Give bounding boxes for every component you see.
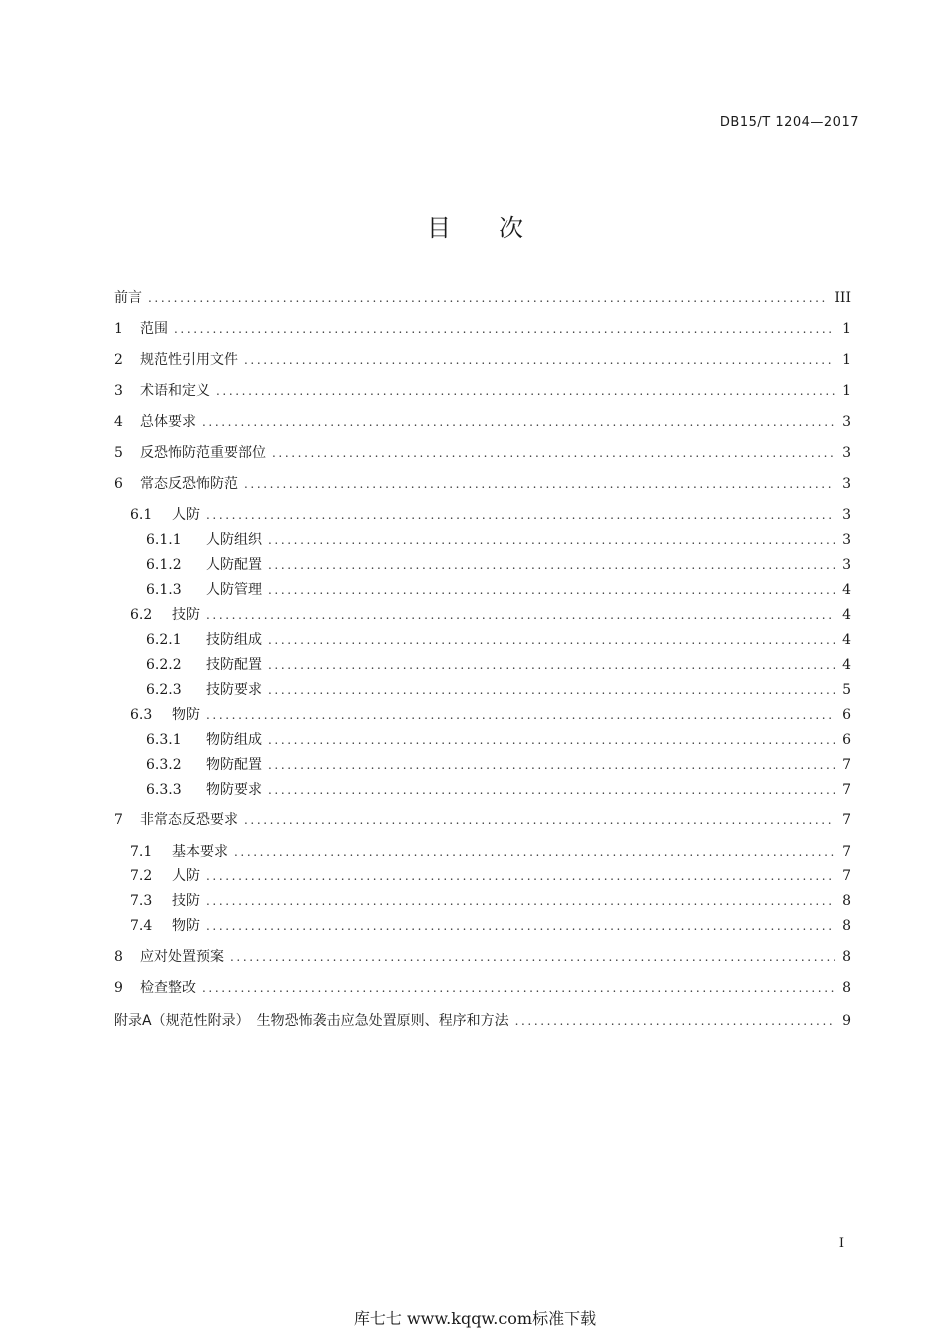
toc-entry-page: 9 bbox=[842, 1013, 851, 1029]
document-code: DB15/T 1204—2017 bbox=[719, 115, 859, 130]
toc-entry-number: 6 bbox=[114, 476, 123, 492]
toc-leader-dots bbox=[268, 680, 835, 700]
toc-entry-9[interactable] bbox=[114, 978, 851, 998]
toc-entry-number: 5 bbox=[114, 445, 123, 461]
toc-entry-number: 2 bbox=[114, 352, 123, 368]
toc-entry-6-3-3[interactable] bbox=[114, 780, 851, 800]
toc-entry-6-3-1[interactable] bbox=[114, 730, 851, 750]
toc-entry-6-2[interactable] bbox=[114, 605, 851, 625]
toc-entry-label: 物防要求 bbox=[206, 782, 262, 798]
toc-leader-dots bbox=[515, 1011, 835, 1031]
toc-entry-number: 6.3.1 bbox=[146, 732, 182, 748]
toc-entry-6-2-1[interactable] bbox=[114, 630, 851, 650]
toc-entry-page: 3 bbox=[842, 414, 851, 430]
toc-leader-dots bbox=[244, 474, 835, 494]
toc-entry-2[interactable] bbox=[114, 350, 851, 370]
toc-entry-label: 技防配置 bbox=[206, 657, 262, 673]
toc-leader-dots bbox=[216, 381, 835, 401]
toc-entry-number: 7.3 bbox=[130, 893, 153, 909]
toc-entry-label: 技防 bbox=[172, 893, 200, 909]
toc-entry-number: 6.1.1 bbox=[146, 532, 182, 548]
toc-leader-dots bbox=[268, 580, 835, 600]
toc-list bbox=[114, 0, 851, 1100]
toc-leader-dots bbox=[268, 555, 835, 575]
toc-leader-dots bbox=[244, 350, 835, 370]
toc-entry-number: 7.2 bbox=[130, 868, 153, 884]
toc-entry-5[interactable] bbox=[114, 443, 851, 463]
toc-entry-foreword[interactable] bbox=[114, 288, 851, 308]
toc-title-char-1: 目 bbox=[427, 214, 451, 242]
toc-entry-7[interactable] bbox=[114, 810, 851, 830]
toc-entry-number: 7.4 bbox=[130, 918, 153, 934]
toc-leader-dots bbox=[206, 505, 835, 525]
toc-entry-label: 总体要求 bbox=[140, 414, 196, 430]
toc-entry-label: 常态反恐怖防范 bbox=[140, 476, 238, 492]
toc-entry-page: 1 bbox=[842, 352, 851, 368]
toc-entry-6[interactable] bbox=[114, 474, 851, 494]
toc-entry-page: 3 bbox=[842, 532, 851, 548]
toc-entry-7-4[interactable] bbox=[114, 916, 851, 936]
toc-entry-page: 4 bbox=[842, 632, 851, 648]
page-number: I bbox=[838, 1236, 844, 1251]
toc-leader-dots bbox=[206, 705, 835, 725]
toc-entry-label: 范围 bbox=[140, 321, 168, 337]
toc-entry-number: 6.1 bbox=[130, 507, 153, 523]
toc-leader-dots bbox=[268, 530, 835, 550]
toc-entry-label: 物防组成 bbox=[206, 732, 262, 748]
toc-entry-page: 3 bbox=[842, 445, 851, 461]
toc-leader-dots bbox=[206, 891, 835, 911]
toc-entry-page: 5 bbox=[842, 682, 851, 698]
toc-entry-8[interactable] bbox=[114, 947, 851, 967]
toc-entry-number: 6.3.2 bbox=[146, 757, 182, 773]
toc-entry-label: 人防配置 bbox=[206, 557, 262, 573]
toc-entry-number: 6.3.3 bbox=[146, 782, 182, 798]
toc-entry-label: 人防 bbox=[172, 507, 200, 523]
toc-entry-page: 6 bbox=[842, 707, 851, 723]
toc-leader-dots bbox=[206, 605, 835, 625]
toc-entry-page: 6 bbox=[842, 732, 851, 748]
toc-title-char-2: 次 bbox=[499, 214, 523, 242]
toc-entry-label: 人防 bbox=[172, 868, 200, 884]
toc-entry-page: 7 bbox=[842, 812, 851, 828]
toc-entry-label: 检查整改 bbox=[140, 980, 196, 996]
toc-entry-3[interactable] bbox=[114, 381, 851, 401]
toc-entry-label: 规范性引用文件 bbox=[140, 352, 238, 368]
toc-entry-number: 9 bbox=[114, 980, 123, 996]
toc-entry-label: 人防管理 bbox=[206, 582, 262, 598]
toc-leader-dots bbox=[268, 730, 835, 750]
toc-entry-6-2-3[interactable] bbox=[114, 680, 851, 700]
toc-entry-number: 4 bbox=[114, 414, 123, 430]
toc-entry-6-3[interactable] bbox=[114, 705, 851, 725]
toc-entry-page: 3 bbox=[842, 507, 851, 523]
toc-entry-page: 7 bbox=[842, 757, 851, 773]
toc-entry-label: 物防 bbox=[172, 918, 200, 934]
toc-leader-dots bbox=[174, 319, 835, 339]
toc-entry-4[interactable] bbox=[114, 412, 851, 432]
toc-leader-dots bbox=[268, 655, 835, 675]
toc-entry-label: 技防要求 bbox=[206, 682, 262, 698]
toc-leader-dots bbox=[234, 842, 835, 862]
toc-entry-number: 1 bbox=[114, 321, 123, 337]
toc-entry-number: 6.2 bbox=[130, 607, 153, 623]
toc-entry-7-2[interactable] bbox=[114, 866, 851, 886]
toc-leader-dots bbox=[268, 755, 835, 775]
toc-entry-number: 6.2.3 bbox=[146, 682, 182, 698]
toc-entry-number: 6.1.2 bbox=[146, 557, 182, 573]
toc-entry-page: 1 bbox=[842, 321, 851, 337]
toc-leader-dots bbox=[272, 443, 835, 463]
toc-leader-dots bbox=[202, 412, 835, 432]
toc-entry-label: 附录A（规范性附录） 生物恐怖袭击应急处置原则、程序和方法 bbox=[114, 1013, 509, 1029]
toc-entry-label: 基本要求 bbox=[172, 844, 228, 860]
toc-leader-dots bbox=[206, 916, 835, 936]
toc-leader-dots bbox=[268, 780, 835, 800]
toc-entry-number: 8 bbox=[114, 949, 123, 965]
toc-entry-page: 8 bbox=[842, 893, 851, 909]
toc-entry-number: 6.2.2 bbox=[146, 657, 182, 673]
toc-entry-number: 7.1 bbox=[130, 844, 153, 860]
toc-entry-page: 1 bbox=[842, 383, 851, 399]
toc-entry-1[interactable] bbox=[114, 319, 851, 339]
toc-entry-label: 反恐怖防范重要部位 bbox=[140, 445, 266, 461]
toc-leader-dots bbox=[148, 288, 828, 308]
toc-entry-page: 4 bbox=[842, 582, 851, 598]
toc-entry-7-3[interactable] bbox=[114, 891, 851, 911]
toc-leader-dots bbox=[268, 630, 835, 650]
toc-entry-page: 4 bbox=[842, 657, 851, 673]
toc-entry-page: 7 bbox=[842, 782, 851, 798]
toc-entry-page: III bbox=[834, 290, 851, 306]
toc-entry-6-3-2[interactable] bbox=[114, 755, 851, 775]
toc-entry-7-1[interactable] bbox=[114, 842, 851, 862]
toc-leader-dots bbox=[244, 810, 835, 830]
toc-entry-6-1[interactable] bbox=[114, 505, 851, 525]
toc-entry-number: 6.2.1 bbox=[146, 632, 182, 648]
toc-entry-label: 物防配置 bbox=[206, 757, 262, 773]
toc-entry-label: 物防 bbox=[172, 707, 200, 723]
toc-entry-6-1-1[interactable] bbox=[114, 530, 851, 550]
toc-entry-label: 人防组织 bbox=[206, 532, 262, 548]
toc-entry-label: 非常态反恐要求 bbox=[140, 812, 238, 828]
toc-entry-appendix-a[interactable] bbox=[114, 1011, 851, 1031]
toc-entry-label: 术语和定义 bbox=[140, 383, 210, 399]
toc-entry-6-1-3[interactable] bbox=[114, 580, 851, 600]
toc-entry-6-2-2[interactable] bbox=[114, 655, 851, 675]
toc-entry-page: 3 bbox=[842, 476, 851, 492]
toc-entry-page: 3 bbox=[842, 557, 851, 573]
footer-watermark: 库七七 www.kqqw.com标准下载 bbox=[353, 1309, 597, 1328]
toc-entry-6-1-2[interactable] bbox=[114, 555, 851, 575]
toc-entry-label: 应对处置预案 bbox=[140, 949, 224, 965]
toc-entry-number: 7 bbox=[114, 812, 123, 828]
toc-leader-dots bbox=[202, 978, 835, 998]
toc-entry-page: 4 bbox=[842, 607, 851, 623]
toc-entry-label: 前言 bbox=[114, 290, 142, 306]
toc-entry-page: 8 bbox=[842, 918, 851, 934]
toc-entry-page: 7 bbox=[842, 868, 851, 884]
toc-entry-number: 6.1.3 bbox=[146, 582, 182, 598]
toc-leader-dots bbox=[230, 947, 835, 967]
toc-entry-page: 8 bbox=[842, 949, 851, 965]
toc-entry-page: 8 bbox=[842, 980, 851, 996]
toc-entry-label: 技防 bbox=[172, 607, 200, 623]
toc-entry-label: 技防组成 bbox=[206, 632, 262, 648]
toc-entry-number: 3 bbox=[114, 383, 123, 399]
toc-entry-number: 6.3 bbox=[130, 707, 153, 723]
toc-entry-page: 7 bbox=[842, 844, 851, 860]
toc-leader-dots bbox=[206, 866, 835, 886]
